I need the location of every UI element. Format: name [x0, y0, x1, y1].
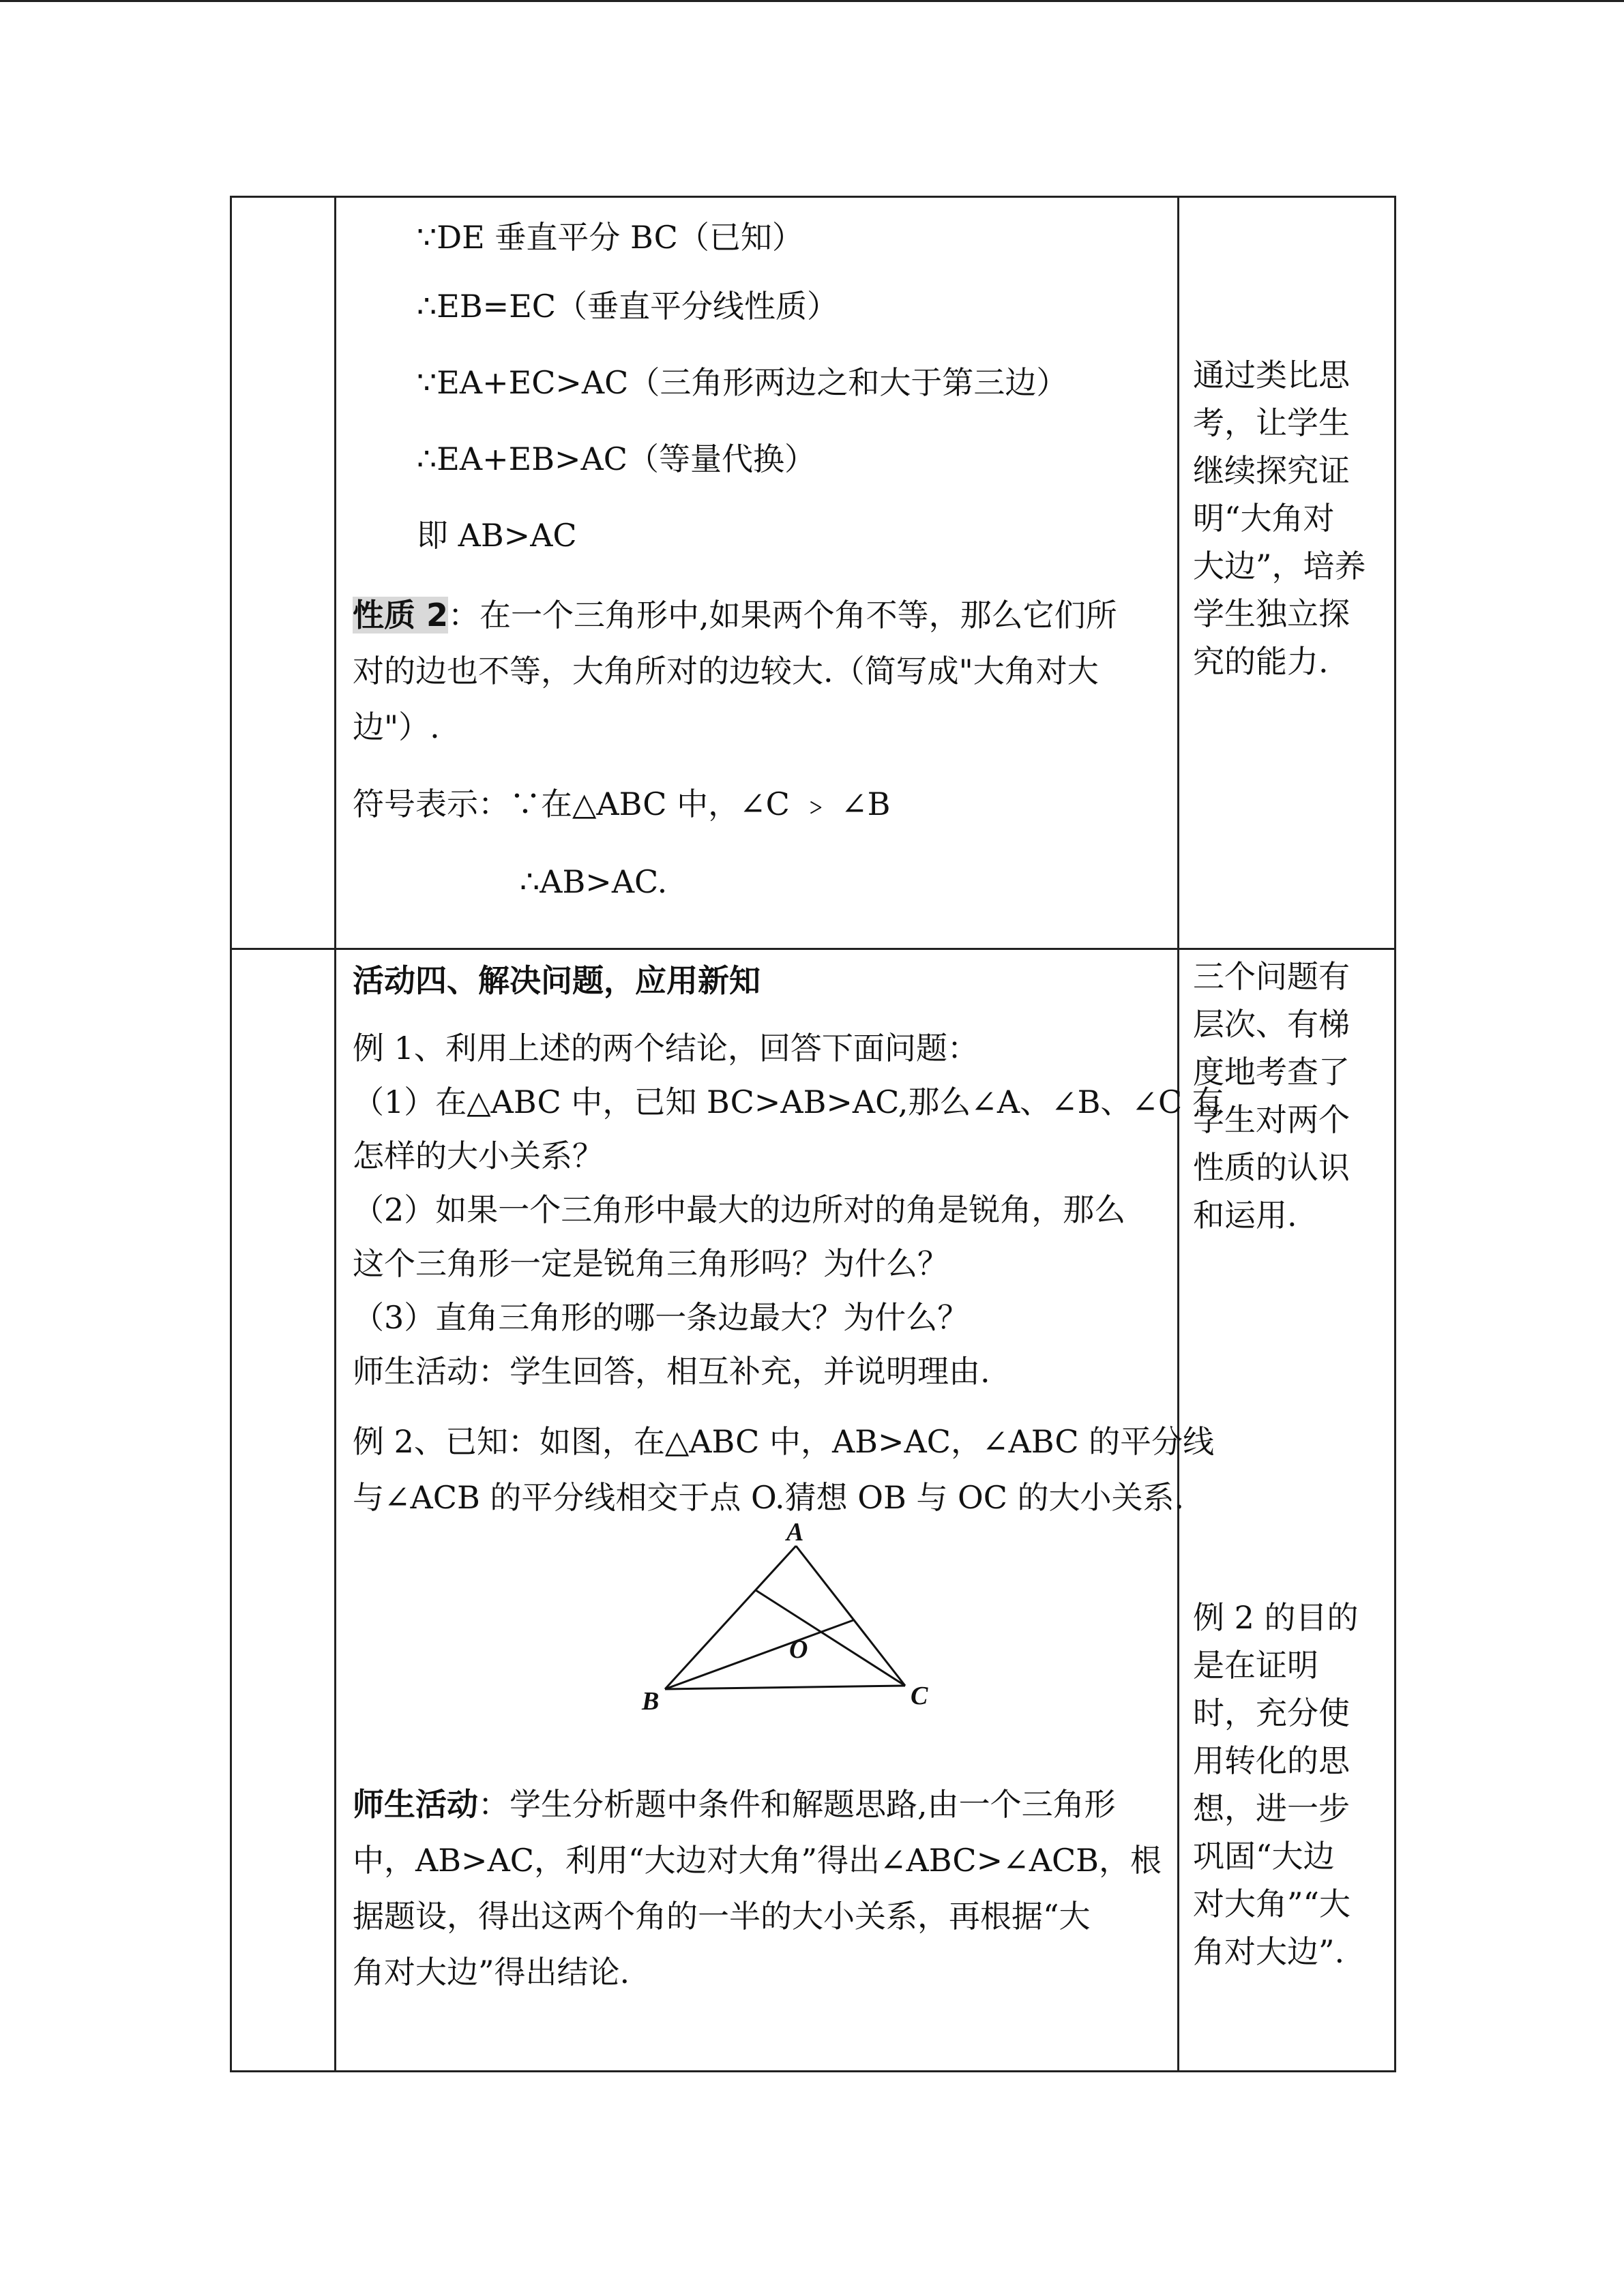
property-2-line: 边"）. [353, 709, 440, 745]
side-note-cell [1179, 949, 1396, 2072]
side-bc [665, 1686, 905, 1689]
example-1-line: （3）直角三角形的哪一条边最大？为什么？ [353, 1299, 969, 1336]
side-note-line: 究的能力. [1193, 643, 1329, 680]
proof-line: ∵EA+EC>AC（三角形两边之和大于第三边） [417, 364, 1068, 401]
side-note-line: 巩固“大边 [1193, 1838, 1335, 1875]
example-1-line: 这个三角形一定是锐角三角形吗？为什么？ [353, 1245, 949, 1282]
example-2-line: 与∠ACB 的平分线相交于点 O.猜想 OB 与 OC 的大小关系. [353, 1479, 1185, 1516]
side-note-line: 用转化的思 [1193, 1742, 1350, 1779]
activity-line: 角对大边”得出结论. [353, 1954, 630, 1991]
side-ab [665, 1546, 796, 1689]
side-note-line: 对大角”“大 [1193, 1885, 1351, 1922]
property-2-line: 性质 2：在一个三角形中,如果两个角不等，那么它们所 [353, 597, 1117, 633]
row-label-cell [231, 949, 336, 2072]
example-1-line: 怎样的大小关系？ [353, 1137, 604, 1174]
activity-line: 据题设，得出这两个角的一半的大小关系，再根据“大 [353, 1898, 1091, 1935]
side-note-line: 例 2 的目的 [1193, 1599, 1359, 1636]
side-note-line: 是在证明 [1193, 1647, 1318, 1684]
side-note-line: 想，进一步 [1193, 1790, 1350, 1827]
side-note-line: 明“大角对 [1193, 500, 1335, 537]
symbol-notation: 符号表示：∵在△ABC 中，∠C ﹥ ∠B [353, 786, 891, 822]
point-label-o: O [789, 1635, 808, 1664]
example-1-line: 例 1、利用上述的两个结论，回答下面问题： [353, 1030, 979, 1067]
activity-line: 中，AB>AC，利用“大边对大角”得出∠ABC>∠ACB，根 [353, 1842, 1162, 1879]
side-note-line: 学生独立探 [1193, 595, 1350, 632]
triangle-figure [353, 1518, 1160, 1730]
side-note-line: 学生对两个 [1193, 1101, 1350, 1138]
side-ac [796, 1546, 905, 1686]
activity-line: 师生活动：学生分析题中条件和解题思路,由一个三角形 [353, 1786, 1116, 1823]
symbol-conclusion: ∴AB>AC. [520, 863, 668, 900]
side-note-line: 考，让学生 [1193, 404, 1350, 441]
vertex-label-b: B [642, 1687, 660, 1716]
example-1-line: （2）如果一个三角形中最大的边所对的角是锐角，那么 [353, 1191, 1126, 1228]
bisector-c [756, 1590, 905, 1686]
side-note-line: 三个问题有 [1193, 958, 1350, 995]
proof-line: ∵DE 垂直平分 BC（已知） [417, 219, 803, 256]
activity-title: 活动四、解决问题，应用新知 [353, 962, 761, 999]
proof-line: ∴EB=EC（垂直平分线性质） [417, 288, 838, 325]
side-note-cell [1179, 197, 1396, 949]
example-2-line: 例 2、已知：如图，在△ABC 中，AB>AC，∠ABC 的平分线 [353, 1423, 1215, 1460]
triangle-diagram [353, 1525, 1157, 1730]
side-note-line: 层次、有梯 [1193, 1006, 1350, 1043]
page-top-border [0, 0, 1624, 2]
side-note-line: 继续探究证 [1193, 452, 1350, 489]
side-note-line: 度地考查了 [1193, 1054, 1350, 1090]
lesson-plan-table [230, 196, 1396, 2072]
side-note-line: 大边”，培养 [1193, 548, 1366, 584]
content-cell [336, 197, 1179, 949]
side-note-line: 角对大边”. [1193, 1933, 1345, 1970]
proof-line: 即 AB>AC [417, 517, 577, 554]
content-cell [336, 949, 1224, 2072]
vertex-label-a: A [786, 1518, 804, 1547]
activity-label: 师生活动 [353, 1786, 478, 1823]
property-2-line: 对的边也不等，大角所对的边较大.（简写成"大角对大 [353, 653, 1099, 689]
table-row [231, 197, 1396, 949]
side-note-line: 通过类比思 [1193, 357, 1350, 393]
side-note-line: 和运用. [1193, 1197, 1297, 1234]
vertex-label-c: C [911, 1682, 928, 1710]
side-note-line: 时，充分使 [1193, 1695, 1350, 1731]
side-note-line: 性质的认识 [1193, 1149, 1350, 1186]
example-1-line: （1）在△ABC 中，已知 BC>AB>AC,那么∠A、∠B、∠C 有 [353, 1084, 1224, 1120]
property-2-label: 性质 2 [353, 597, 449, 633]
example-1-line: 师生活动：学生回答，相互补充，并说明理由. [353, 1353, 990, 1390]
row-label-cell [231, 197, 336, 949]
bisector-b [665, 1620, 853, 1689]
table-row [231, 949, 1396, 2072]
proof-line: ∴EA+EB>AC（等量代换） [417, 441, 816, 477]
